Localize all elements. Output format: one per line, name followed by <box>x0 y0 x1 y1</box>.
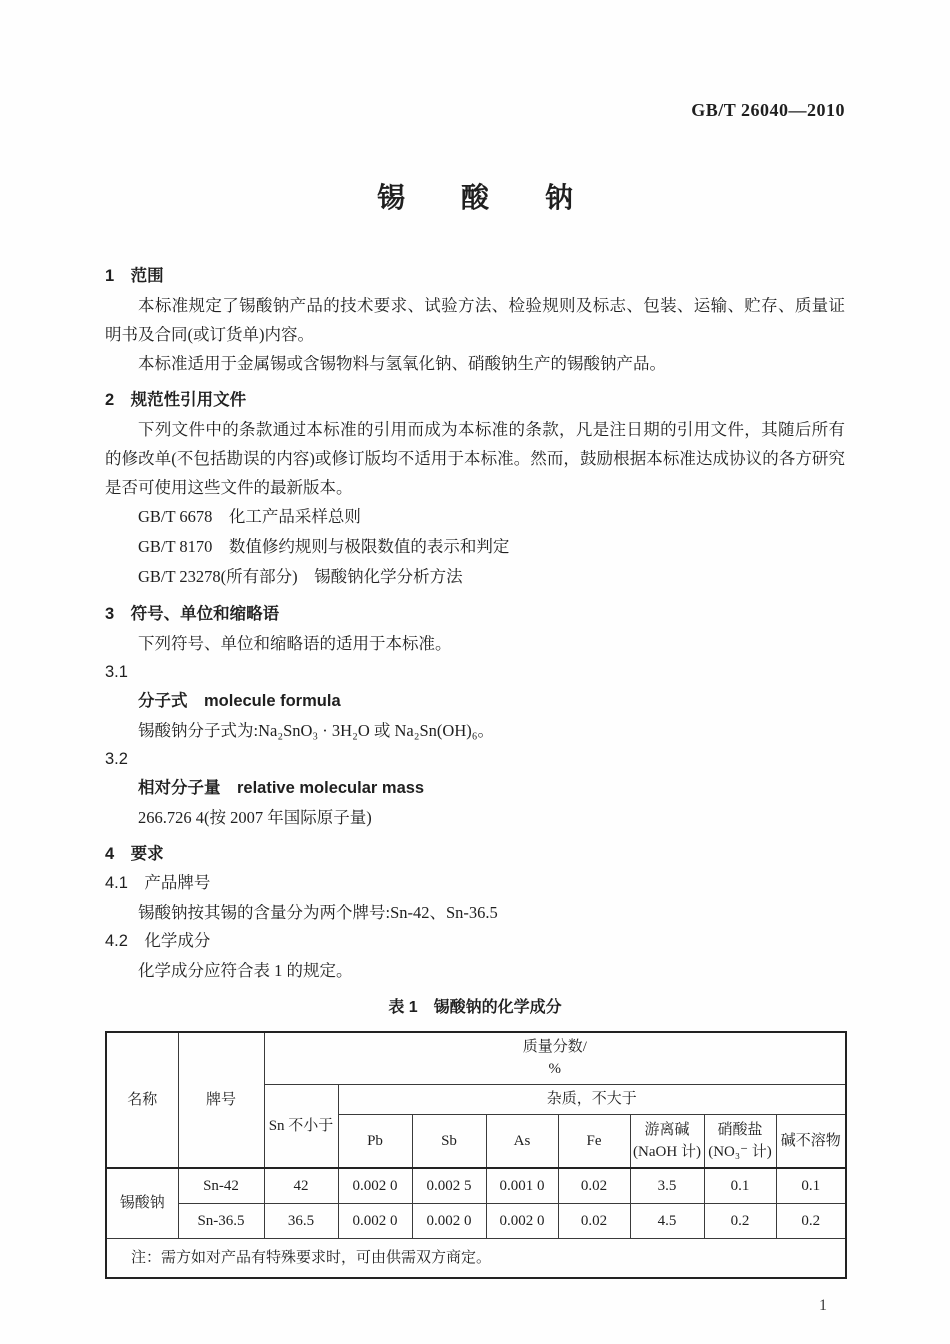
section-3-paragraph-1: 下列符号、单位和缩略语的适用于本标准。 <box>138 634 452 653</box>
cell-sn42-sb: 0.002 5 <box>412 1168 486 1203</box>
mass-fraction-label: 质量分数/ <box>522 1039 587 1056</box>
table-note: 注：需方如对产品有特殊要求时，可由供需双方商定。 <box>106 1238 846 1278</box>
section-4-heading: 4 要求 <box>105 845 164 863</box>
section-3-heading: 3 符号、单位和缩略语 <box>105 605 280 623</box>
clause-4-2-heading: 4.2 化学成分 <box>105 932 211 950</box>
header-cell-alkali-insoluble: 碱不溶物 <box>776 1114 846 1168</box>
table-1-title: 表 1 锡酸钠的化学成分 <box>388 999 562 1016</box>
clause-4-1-text: 锡酸钠按其锡的含量分为两个牌号:Sn-42、Sn-36.5 <box>138 903 498 922</box>
page-number: 1 <box>819 1296 827 1314</box>
header-cell-fe: Fe <box>558 1114 630 1168</box>
clause-3-1-heading: 分子式 molecule formula <box>138 692 341 710</box>
clause-3-2-number: 3.2 <box>105 750 128 768</box>
header-cell-sn-min: Sn 不小于 <box>264 1084 338 1168</box>
cell-sn365-sn: 36.5 <box>264 1203 338 1238</box>
cell-sn42-pb: 0.002 0 <box>338 1168 412 1203</box>
chemical-composition-table <box>105 1031 847 1279</box>
table-note-row <box>106 1238 846 1278</box>
clause-3-1-number: 3.1 <box>105 663 128 681</box>
cell-sn42-insoluble: 0.1 <box>776 1168 846 1203</box>
cell-sn365-fe: 0.02 <box>558 1203 630 1238</box>
section-2-heading: 2 规范性引用文件 <box>105 391 247 409</box>
header-cell-pb: Pb <box>338 1114 412 1168</box>
nitrate-basis: (NO₃⁻ 计) <box>708 1143 772 1160</box>
standard-number: GB/T 26040—2010 <box>691 100 845 120</box>
cell-sn42-alkali: 3.5 <box>630 1168 704 1203</box>
nitrate-label: 硝酸盐 <box>717 1121 763 1138</box>
cell-sn42-nitrate: 0.1 <box>704 1168 776 1203</box>
cell-sn365-as: 0.002 0 <box>486 1203 558 1238</box>
cell-sn42-fe: 0.02 <box>558 1168 630 1203</box>
normative-reference-2: GB/T 8170 数值修约规则与极限数值的表示和判定 <box>138 537 510 556</box>
clause-3-1-text: 锡酸钠分子式为:Na₂SnO₃ · 3H₂O 或 Na₂Sn(OH)₆。 <box>138 721 494 740</box>
cell-product-name: 锡酸钠 <box>106 1168 178 1238</box>
header-cell-sb: Sb <box>412 1114 486 1168</box>
section-1-heading: 1 范围 <box>105 267 164 285</box>
header-cell-free-alkali <box>630 1114 704 1168</box>
section-1-paragraph-2: 本标准适用于金属锡或含锡物料与氢氧化钠、硝酸钠生产的锡酸钠产品。 <box>138 354 666 373</box>
header-cell-as: As <box>486 1114 558 1168</box>
table-header-row-1 <box>106 1032 846 1084</box>
document-body <box>105 254 845 1320</box>
header-cell-name: 名称 <box>106 1032 178 1168</box>
clause-3-2-heading: 相对分子量 relative molecular mass <box>138 779 425 797</box>
mass-fraction-unit: % <box>548 1061 562 1078</box>
section-1-paragraph-1: 本标准规定了锡酸钠产品的技术要求、试验方法、检验规则及标志、包装、运输、贮存、质量证明书及合同(或订货单)内容。 <box>105 296 845 344</box>
cell-sn365-sb: 0.002 0 <box>412 1203 486 1238</box>
section-2-paragraph-1: 下列文件中的条款通过本标准的引用而成为本标准的条款，凡是注日期的引用文件，其随后所有的修改单(不包括勘误的内容)或修订版均不适用于本标准。然而，鼓励根据本标准达成协议的各方研究是否可使用这些文件的最新版本。 <box>105 420 845 497</box>
document-title: 锡 酸 钠 <box>376 182 573 213</box>
header-cell-grade: 牌号 <box>178 1032 264 1168</box>
free-alkali-basis: (NaOH 计) <box>633 1143 701 1160</box>
cell-sn365-grade: Sn-36.5 <box>178 1203 264 1238</box>
cell-sn42-sn: 42 <box>264 1168 338 1203</box>
table-row-sn42 <box>106 1168 846 1203</box>
normative-reference-1: GB/T 6678 化工产品采样总则 <box>138 507 361 526</box>
clause-4-1-heading: 4.1 产品牌号 <box>105 874 211 892</box>
cell-sn365-nitrate: 0.2 <box>704 1203 776 1238</box>
table-row-sn365 <box>106 1203 846 1238</box>
free-alkali-label: 游离碱 <box>644 1121 690 1138</box>
normative-reference-3: GB/T 23278(所有部分) 锡酸钠化学分析方法 <box>138 567 463 586</box>
header-cell-mass-fraction <box>264 1032 846 1084</box>
cell-sn365-insoluble: 0.2 <box>776 1203 846 1238</box>
cell-sn42-as: 0.001 0 <box>486 1168 558 1203</box>
clause-4-2-text: 化学成分应符合表 1 的规定。 <box>138 961 353 980</box>
header-cell-impurity-max: 杂质，不大于 <box>338 1084 846 1114</box>
cell-sn365-alkali: 4.5 <box>630 1203 704 1238</box>
cell-sn42-grade: Sn-42 <box>178 1168 264 1203</box>
cell-sn365-pb: 0.002 0 <box>338 1203 412 1238</box>
header-cell-nitrate <box>704 1114 776 1168</box>
clause-3-2-text: 266.726 4(按 2007 年国际原子量) <box>138 808 372 827</box>
